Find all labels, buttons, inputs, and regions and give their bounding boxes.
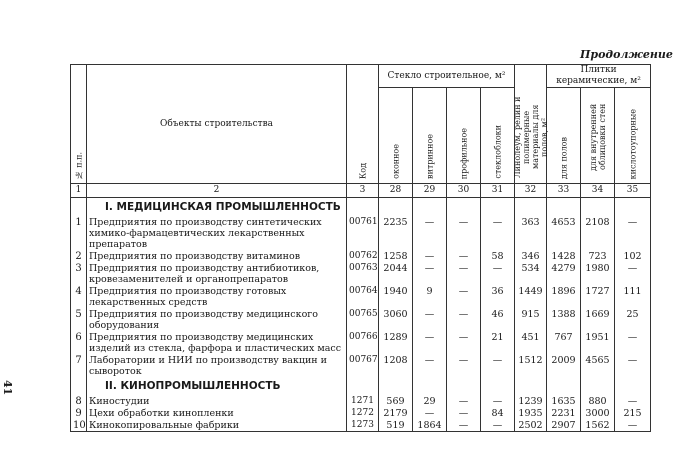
- col-index: 30: [447, 184, 481, 198]
- object-name: Предприятия по производству медицинского оборудования: [87, 308, 347, 331]
- object-name: Предприятия по производству медицинских изделий из стекла, фарфора и пластических масс: [87, 331, 347, 354]
- col-index: 35: [615, 184, 651, 198]
- value-cell-c31: —: [481, 395, 515, 407]
- value-cell-c33: 2231: [547, 407, 581, 419]
- value-cell-c34: 1562: [581, 419, 615, 432]
- row-number: 9: [71, 407, 87, 419]
- object-name: Киностудии: [87, 395, 347, 407]
- value-cell-c32: 1239: [515, 395, 547, 407]
- col-index: 31: [481, 184, 515, 198]
- value-cell-c32: 534: [515, 262, 547, 285]
- header-glass-group: Стекло строительное, м²: [379, 65, 515, 88]
- empty-cell: [615, 377, 651, 395]
- value-cell-c31: 36: [481, 285, 515, 308]
- col-index: 32: [515, 184, 547, 198]
- value-cell-c35: —: [615, 354, 651, 377]
- empty-cell: [379, 198, 413, 216]
- value-cell-c30: —: [447, 354, 481, 377]
- value-cell-c30: —: [447, 331, 481, 354]
- empty-cell: [581, 377, 615, 395]
- value-cell-c35: —: [615, 419, 651, 432]
- value-cell-c34: 880: [581, 395, 615, 407]
- value-cell-c30: —: [447, 308, 481, 331]
- value-cell-c32: 451: [515, 331, 547, 354]
- object-code: 00765: [347, 308, 379, 331]
- value-cell-c35: 25: [615, 308, 651, 331]
- value-cell-c33: 1428: [547, 250, 581, 262]
- header-objects: Объекты строительства: [87, 65, 347, 184]
- object-name: Предприятия по производству синтетических химико-фармацевтических лекарственных препаратов: [87, 216, 347, 250]
- value-cell-c33: 4653: [547, 216, 581, 250]
- value-cell-c29: —: [413, 331, 447, 354]
- object-name: Предприятия по производству витаминов: [87, 250, 347, 262]
- value-cell-c34: 4565: [581, 354, 615, 377]
- value-cell-c30: —: [447, 216, 481, 250]
- section-title: I. МЕДИЦИНСКАЯ ПРОМЫШЛЕННОСТЬ: [87, 198, 347, 216]
- value-cell-c35: —: [615, 216, 651, 250]
- object-name: Предприятия по производству готовых лекарственных средств: [87, 285, 347, 308]
- value-cell-c31: 84: [481, 407, 515, 419]
- value-cell-c28: 519: [379, 419, 413, 432]
- value-cell-c33: 2009: [547, 354, 581, 377]
- value-cell-c30: —: [447, 262, 481, 285]
- empty-cell: [515, 198, 547, 216]
- table-row: [71, 407, 651, 419]
- header-tiles-wall: для внутренней облицовки стен: [581, 88, 615, 184]
- table-row: [71, 216, 651, 250]
- row-number: 4: [71, 285, 87, 308]
- value-cell-c34: 3000: [581, 407, 615, 419]
- materials-table: [70, 64, 651, 432]
- table-body: [71, 198, 651, 432]
- value-cell-c33: 2907: [547, 419, 581, 432]
- value-cell-c34: 1669: [581, 308, 615, 331]
- empty-cell: [547, 198, 581, 216]
- value-cell-c28: 2044: [379, 262, 413, 285]
- value-cell-c31: —: [481, 354, 515, 377]
- table-row: [71, 250, 651, 262]
- object-code: 00767: [347, 354, 379, 377]
- object-code: 00761: [347, 216, 379, 250]
- empty-cell: [347, 198, 379, 216]
- value-cell-c33: 1896: [547, 285, 581, 308]
- header-glass-window: оконное: [379, 88, 413, 184]
- col-index: 34: [581, 184, 615, 198]
- value-cell-c35: 102: [615, 250, 651, 262]
- row-number: 1: [71, 216, 87, 250]
- value-cell-c34: 1980: [581, 262, 615, 285]
- value-cell-c28: 2179: [379, 407, 413, 419]
- value-cell-c31: —: [481, 262, 515, 285]
- value-cell-c33: 1635: [547, 395, 581, 407]
- header-glass-profile: профильное: [447, 88, 481, 184]
- empty-cell: [447, 377, 481, 395]
- col-index: 2: [87, 184, 347, 198]
- object-name: Лаборатории и НИИ по производству вакцин и сывороток: [87, 354, 347, 377]
- value-cell-c29: —: [413, 407, 447, 419]
- value-cell-c35: —: [615, 395, 651, 407]
- empty-cell: [71, 377, 87, 395]
- value-cell-c29: —: [413, 308, 447, 331]
- value-cell-c31: 21: [481, 331, 515, 354]
- col-index: 3: [347, 184, 379, 198]
- table-row: [71, 419, 651, 432]
- object-code: 00763: [347, 262, 379, 285]
- empty-cell: [581, 198, 615, 216]
- row-number: 3: [71, 262, 87, 285]
- object-name: Предприятия по производству антибиотиков, кровезаменителей и органопрепаратов: [87, 262, 347, 285]
- row-number: 2: [71, 250, 87, 262]
- empty-cell: [547, 377, 581, 395]
- value-cell-c33: 1388: [547, 308, 581, 331]
- object-code: 00762: [347, 250, 379, 262]
- empty-cell: [447, 198, 481, 216]
- value-cell-c33: 4279: [547, 262, 581, 285]
- object-code: 00764: [347, 285, 379, 308]
- header-glass-blocks: стеклоблоки: [481, 88, 515, 184]
- object-name: Цехи обработки кинопленки: [87, 407, 347, 419]
- value-cell-c28: 1208: [379, 354, 413, 377]
- value-cell-c30: —: [447, 250, 481, 262]
- value-cell-c33: 767: [547, 331, 581, 354]
- value-cell-c29: 1864: [413, 419, 447, 432]
- value-cell-c32: 1935: [515, 407, 547, 419]
- section-title: II. КИНОПРОМЫШЛЕННОСТЬ: [87, 377, 347, 395]
- value-cell-c35: —: [615, 262, 651, 285]
- header-tiles-floor: для полов: [547, 88, 581, 184]
- empty-cell: [413, 377, 447, 395]
- value-cell-c35: —: [615, 331, 651, 354]
- empty-cell: [71, 198, 87, 216]
- empty-cell: [515, 377, 547, 395]
- empty-cell: [481, 198, 515, 216]
- header-glass-display: витринное: [413, 88, 447, 184]
- value-cell-c29: 9: [413, 285, 447, 308]
- empty-cell: [347, 377, 379, 395]
- table-row: [71, 308, 651, 331]
- section-header-row: [71, 198, 651, 216]
- col-index: 28: [379, 184, 413, 198]
- table-row: [71, 331, 651, 354]
- col-index: 33: [547, 184, 581, 198]
- row-number: 5: [71, 308, 87, 331]
- object-name: Кинокопировальные фабрики: [87, 419, 347, 432]
- value-cell-c29: —: [413, 354, 447, 377]
- empty-cell: [379, 377, 413, 395]
- value-cell-c32: 363: [515, 216, 547, 250]
- value-cell-c28: 1258: [379, 250, 413, 262]
- value-cell-c35: 111: [615, 285, 651, 308]
- value-cell-c28: 569: [379, 395, 413, 407]
- continuation-label: Продолжение: [580, 48, 673, 61]
- header-tiles-group: Плитки керамические, м²: [547, 65, 651, 88]
- value-cell-c30: —: [447, 395, 481, 407]
- table-row: [71, 354, 651, 377]
- value-cell-c28: 3060: [379, 308, 413, 331]
- object-code: 1273: [347, 419, 379, 432]
- value-cell-c32: 2502: [515, 419, 547, 432]
- value-cell-c32: 346: [515, 250, 547, 262]
- value-cell-c29: —: [413, 250, 447, 262]
- value-cell-c28: 2235: [379, 216, 413, 250]
- value-cell-c35: 215: [615, 407, 651, 419]
- value-cell-c28: 1289: [379, 331, 413, 354]
- row-number: 10: [71, 419, 87, 432]
- value-cell-c29: —: [413, 262, 447, 285]
- value-cell-c31: —: [481, 216, 515, 250]
- object-code: 1271: [347, 395, 379, 407]
- value-cell-c30: —: [447, 407, 481, 419]
- value-cell-c34: 2108: [581, 216, 615, 250]
- header-tiles-acid: кислотоупорные: [615, 88, 651, 184]
- value-cell-c28: 1940: [379, 285, 413, 308]
- value-cell-c30: —: [447, 285, 481, 308]
- value-cell-c32: 1512: [515, 354, 547, 377]
- empty-cell: [615, 198, 651, 216]
- empty-cell: [413, 198, 447, 216]
- table-row: [71, 285, 651, 308]
- page-number: 41: [1, 380, 14, 396]
- value-cell-c34: 1951: [581, 331, 615, 354]
- value-cell-c31: —: [481, 419, 515, 432]
- header-linoleum: Линолеум, релин и полимерные материалы для полов, м²: [515, 65, 547, 184]
- row-number: 7: [71, 354, 87, 377]
- object-code: 00766: [347, 331, 379, 354]
- col-index: 29: [413, 184, 447, 198]
- value-cell-c31: 46: [481, 308, 515, 331]
- value-cell-c34: 723: [581, 250, 615, 262]
- row-number: 8: [71, 395, 87, 407]
- header-num: № п.п.: [71, 65, 87, 184]
- value-cell-c32: 1449: [515, 285, 547, 308]
- empty-cell: [481, 377, 515, 395]
- value-cell-c29: 29: [413, 395, 447, 407]
- table-row: [71, 262, 651, 285]
- value-cell-c34: 1727: [581, 285, 615, 308]
- section-header-row: [71, 377, 651, 395]
- table-row: [71, 395, 651, 407]
- value-cell-c31: 58: [481, 250, 515, 262]
- object-code: 1272: [347, 407, 379, 419]
- row-number: 6: [71, 331, 87, 354]
- value-cell-c29: —: [413, 216, 447, 250]
- col-index: 1: [71, 184, 87, 198]
- column-index-row: [71, 184, 651, 198]
- header-code: Код: [347, 65, 379, 184]
- value-cell-c30: —: [447, 419, 481, 432]
- value-cell-c32: 915: [515, 308, 547, 331]
